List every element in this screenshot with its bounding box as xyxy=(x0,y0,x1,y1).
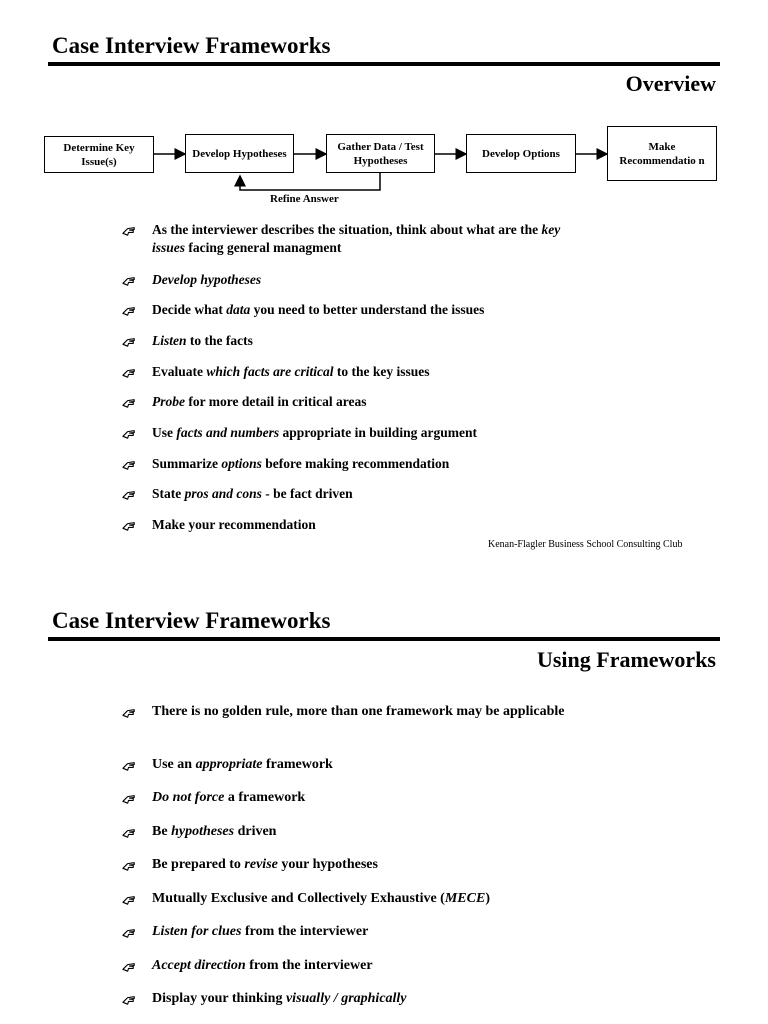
bullet-text xyxy=(152,957,572,975)
bullet-text-plain: Decide what xyxy=(152,302,227,317)
bullet-text-plain: framework xyxy=(262,757,333,772)
bullet-text-emphasis: hypotheses xyxy=(171,824,235,839)
bullet-item xyxy=(122,332,592,350)
bullet-text-emphasis: pros and cons xyxy=(184,486,262,501)
bullet-text-plain: ) xyxy=(485,891,490,906)
bullet-text-plain: Evaluate xyxy=(152,364,207,379)
bullet-text-plain: State xyxy=(152,486,185,501)
pointing-hand-icon xyxy=(122,485,138,503)
footer-credit: Kenan-Flagler Business School Consulting Club xyxy=(488,539,683,550)
bullet-text-plain: Be prepared to xyxy=(152,857,245,872)
flow-step-determine-key-issues: Determine Key Issue(s) xyxy=(44,136,154,173)
bullet-item xyxy=(122,424,592,442)
bullet-text-emphasis: Listen for clues xyxy=(152,924,242,939)
bullet-text xyxy=(152,271,592,289)
bullet-text-plain: driven xyxy=(234,824,277,839)
bullet-text xyxy=(152,756,572,774)
bullet-text-emphasis: Accept direction xyxy=(152,958,246,973)
pointing-hand-icon xyxy=(122,516,138,534)
flow-step-develop-options: Develop Options xyxy=(466,134,576,173)
bullet-item xyxy=(122,363,592,381)
bullet-text-emphasis: revise xyxy=(244,857,278,872)
bullet-text-plain: for more detail in critical areas xyxy=(185,394,367,409)
bullet-text-plain: to the facts xyxy=(186,333,253,348)
title-rule-2 xyxy=(48,637,720,641)
pointing-hand-icon xyxy=(122,890,138,908)
bullet-text-emphasis: Probe xyxy=(152,394,185,409)
bullet-item xyxy=(122,485,592,503)
bullet-text xyxy=(152,221,592,257)
bullet-text-emphasis: Listen xyxy=(152,333,187,348)
pointing-hand-icon xyxy=(122,271,138,289)
bullet-text xyxy=(152,363,592,381)
bullet-text-plain: Display your thinking xyxy=(152,991,286,1006)
pointing-hand-icon xyxy=(122,990,138,1008)
refine-answer-label: Refine Answer xyxy=(270,193,339,205)
bullet-text-emphasis: which facts are critical xyxy=(206,364,334,379)
bullet-item xyxy=(122,516,592,534)
bullet-text xyxy=(152,301,592,319)
bullet-text-emphasis: data xyxy=(226,302,251,317)
bullet-text-plain: to the key issues xyxy=(333,364,430,379)
bullet-item xyxy=(122,923,572,941)
bullet-text xyxy=(152,789,572,807)
bullet-text-plain: There is no golden rule, more than one framework may be applicable xyxy=(152,704,565,719)
bullet-text xyxy=(152,823,572,841)
bullet-text-plain: Summarize xyxy=(152,456,222,471)
pointing-hand-icon xyxy=(122,957,138,975)
pointing-hand-icon xyxy=(122,756,138,774)
bullet-item xyxy=(122,271,592,289)
pointing-hand-icon xyxy=(122,923,138,941)
bullet-text-plain: a framework xyxy=(224,790,306,805)
bullet-item xyxy=(122,957,572,975)
bullet-text xyxy=(152,890,572,908)
bullet-item xyxy=(122,221,592,257)
flow-step-make-recommendation: Make Recommendatio n xyxy=(607,126,717,181)
pointing-hand-icon xyxy=(122,424,138,442)
bullet-item xyxy=(122,823,572,841)
pointing-hand-icon xyxy=(122,393,138,411)
bullet-item xyxy=(122,990,572,1008)
bullet-text-plain: As the interviewer describes the situation, think about what are the xyxy=(152,222,542,237)
bullet-text xyxy=(152,485,592,503)
bullet-text xyxy=(152,332,592,350)
bullet-item xyxy=(122,756,572,774)
pointing-hand-icon xyxy=(122,455,138,473)
bullet-item xyxy=(122,890,572,908)
bullet-text xyxy=(152,703,572,721)
bullet-text xyxy=(152,424,592,442)
bullet-text-emphasis: Do not force xyxy=(152,790,225,805)
section-subtitle-2: Using Frameworks xyxy=(536,647,716,672)
pointing-hand-icon xyxy=(122,856,138,874)
bullet-text-emphasis: appropriate xyxy=(195,757,263,772)
bullet-item xyxy=(122,703,572,721)
page-title-2: Case Interview Frameworks xyxy=(52,608,331,633)
bullet-text-emphasis: Develop hypotheses xyxy=(152,272,262,287)
flow-step-develop-hypotheses: Develop Hypotheses xyxy=(185,134,294,173)
bullet-text-emphasis: MECE xyxy=(444,891,486,906)
bullet-text-plain: Use an xyxy=(152,757,196,772)
bullet-text-plain: Be xyxy=(152,824,172,839)
bullet-text-plain: you need to better understand the issues xyxy=(250,302,485,317)
bullet-text xyxy=(152,923,572,941)
pointing-hand-icon xyxy=(122,221,138,239)
page-title: Case Interview Frameworks xyxy=(52,33,331,58)
pointing-hand-icon xyxy=(122,703,138,721)
bullet-text-plain: from the interviewer xyxy=(241,924,369,939)
bullet-text xyxy=(152,990,572,1008)
bullet-text-plain: - be fact driven xyxy=(261,486,353,501)
bullet-text-emphasis: key issues xyxy=(152,222,561,255)
bullet-item xyxy=(122,393,592,411)
title-rule xyxy=(48,62,720,66)
bullet-item xyxy=(122,301,592,319)
bullet-text-plain: facing general managment xyxy=(185,240,342,255)
bullet-text xyxy=(152,393,592,411)
pointing-hand-icon xyxy=(122,332,138,350)
pointing-hand-icon xyxy=(122,301,138,319)
bullet-text xyxy=(152,455,592,473)
bullet-text-emphasis: visually / graphically xyxy=(285,991,407,1006)
bullet-text-emphasis: facts and numbers xyxy=(176,425,280,440)
section-subtitle: Overview xyxy=(625,71,716,96)
bullet-text xyxy=(152,516,592,534)
pointing-hand-icon xyxy=(122,789,138,807)
flow-step-gather-data: Gather Data / Test Hypotheses xyxy=(326,134,435,173)
bullet-text-plain: Use xyxy=(152,425,177,440)
bullet-text-plain: appropriate in building argument xyxy=(279,425,477,440)
bullet-text-plain: from the interviewer xyxy=(245,958,373,973)
bullet-text xyxy=(152,856,572,874)
bullet-item xyxy=(122,789,572,807)
pointing-hand-icon xyxy=(122,363,138,381)
bullet-item xyxy=(122,856,572,874)
bullet-text-plain: your hypotheses xyxy=(277,857,378,872)
pointing-hand-icon xyxy=(122,823,138,841)
bullet-text-plain: Make your recommendation xyxy=(152,517,316,532)
bullet-item xyxy=(122,455,592,473)
bullet-text-plain: Mutually Exclusive and Collectively Exhaustive ( xyxy=(152,891,445,906)
bullet-text-plain: before making recommendation xyxy=(261,456,450,471)
bullet-text-emphasis: options xyxy=(221,456,262,471)
